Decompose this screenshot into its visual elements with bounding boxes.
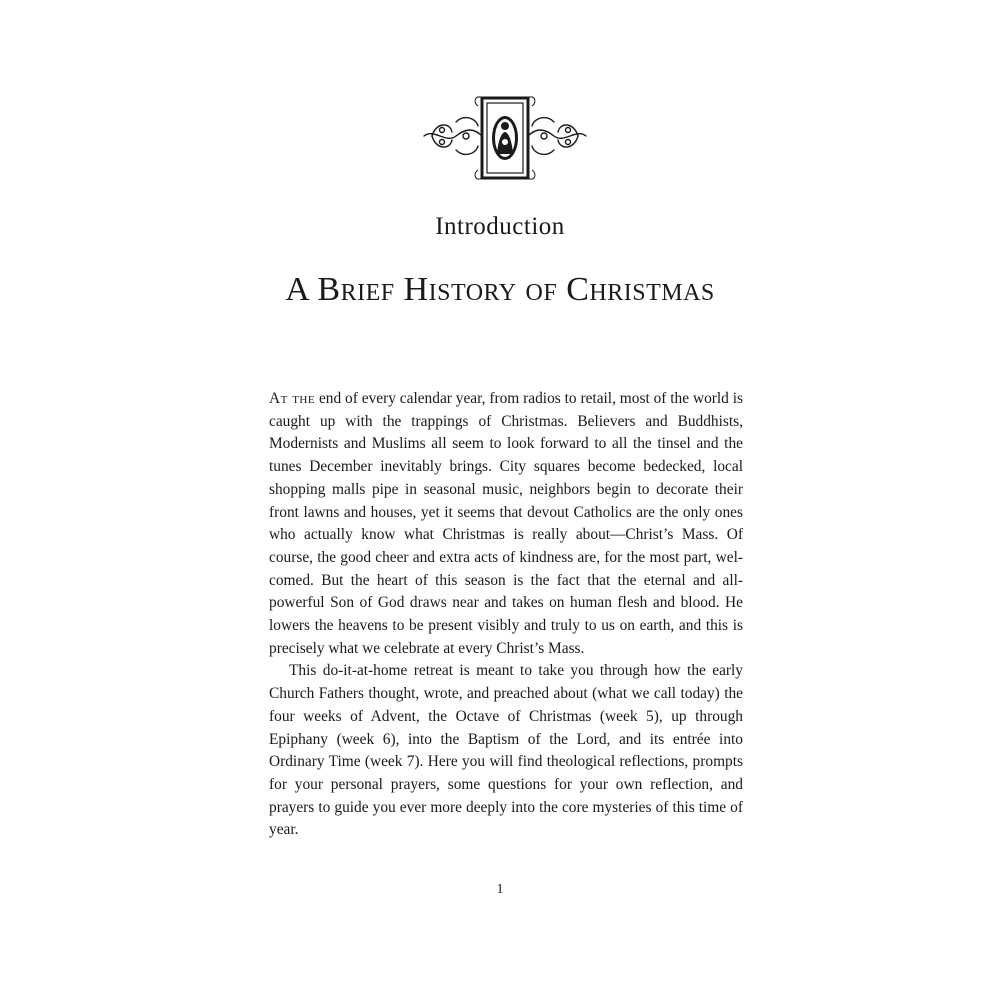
paragraph-1-text: end of every calendar year, from radios to retail, most of the world is caught up with the trappings of Christmas. Believers and Buddhists, Modernists and Muslims all seem to look forward to all the tinsel and the tunes December inevitably brings. City squares become bedecked, local shopping malls pipe in seasonal music, neighbors begin to decorate their front lawns and houses, yet it seems that devout Catholics are the only ones who actually know what Christmas is really about—Christ’s Mass. Of course, the good cheer and extra acts of kindness are, for the most part, welcomed. But the heart of this season is the fact that the eternal and all-powerful Son of God draws near and takes on human flesh and blood. He lowers the heavens to be present visibly and truly to us on earth, and this is precisely what we celebrate at every Christ’s Mass.: [269, 390, 743, 657]
chapter-title: A Brief History of Christmas: [285, 271, 715, 308]
paragraph-lead-in: At the: [269, 390, 316, 407]
ornamental-vignette-icon: [420, 92, 590, 184]
section-label: Introduction: [435, 213, 565, 240]
body-text: [269, 388, 743, 842]
paragraph-1: [269, 388, 743, 660]
paragraph-2: This do-it-at-home retreat is meant to take you through how the early Church Fathers thought, wrote, and preached about (what we call today) the four weeks of Advent, the Octave of Christmas (week 5), up through Epiphany (week 6), into the Baptism of the Lord, and its entrée into Ordinary Time (week 7). Here you will find theological reflections, prompts for your personal prayers, some questions for your own reflection, and prayers to guide you ever more deeply into the core mysteries of this time of year.: [269, 662, 743, 839]
page-number: 1: [496, 882, 504, 897]
